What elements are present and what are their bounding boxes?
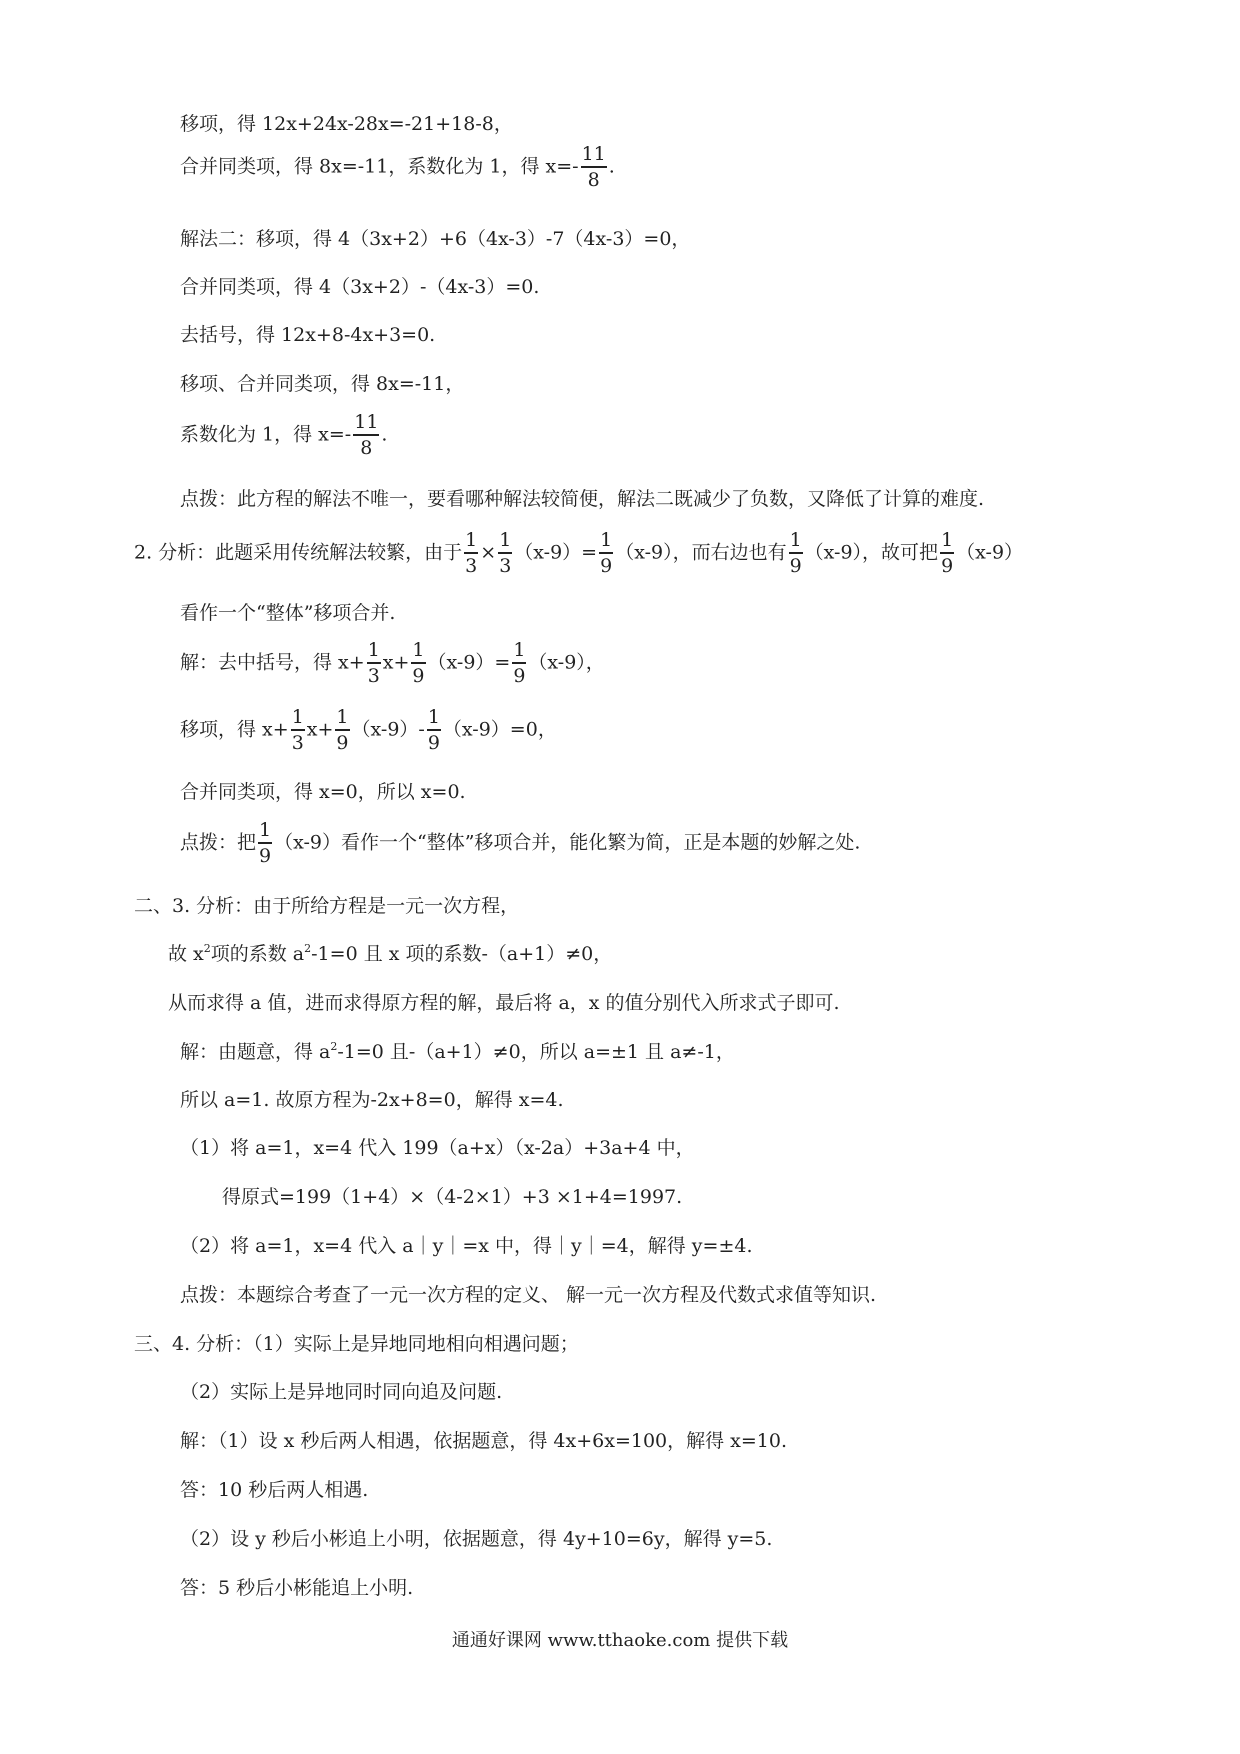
text: 解：由题意，得 a	[180, 1041, 331, 1063]
fraction	[367, 641, 381, 686]
solution-line: 解：（1）设 x 秒后两人相遇，依据题意，得 4x+6x=100，解得 x=10.	[180, 1430, 788, 1452]
text-line: 移项、合并同类项，得 8x=-11，	[180, 373, 465, 395]
text: 合并同类项，得 8x=-11，系数化为 1，得 x=-	[180, 155, 579, 178]
analysis-line: 二、3. 分析：由于所给方程是一元一次方程，	[134, 895, 520, 917]
denominator: 8	[360, 437, 373, 459]
fraction	[464, 531, 478, 576]
text: 解：去中括号，得 x+	[180, 651, 365, 674]
denominator: 3	[465, 555, 478, 577]
analysis-line: 三、4. 分析：（1）实际上是异地同地相向相遇问题；	[134, 1333, 579, 1355]
fraction	[940, 531, 954, 576]
denominator: 3	[367, 665, 380, 687]
solution-line: （2）设 y 秒后小彬追上小明，依据题意，得 4y+10=6y，解得 y=5.	[180, 1528, 773, 1550]
text: 故 x	[168, 943, 204, 965]
superscript: 2	[304, 942, 312, 955]
text-line-with-superscript	[168, 942, 612, 966]
numerator: 1	[599, 531, 613, 554]
text: .	[381, 423, 388, 446]
numerator: 1	[258, 821, 272, 844]
answer-line: 答：5 秒后小彬能追上小明.	[180, 1577, 414, 1599]
fraction	[291, 708, 305, 753]
text-line: 去括号，得 12x+8-4x+3=0.	[180, 324, 436, 346]
text-line: 解法二：移项，得 4（3x+2）+6（4x-3）-7（4x-3）=0，	[180, 228, 691, 250]
text: （x-9）看作一个“整体”移项合并，能化繁为简，正是本题的妙解之处.	[274, 831, 861, 854]
solution-line	[180, 641, 605, 686]
denominator: 9	[336, 732, 349, 754]
answer-line: 答：10 秒后两人相遇.	[180, 1479, 369, 1501]
text-line: （2）将 a=1，x=4 代入 a｜y｜=x 中，得｜y｜=4，解得 y=±4.	[180, 1235, 753, 1257]
text: （x-9）=0，	[442, 718, 557, 741]
text: -1=0 且 x 项的系数-（a+1）≠0，	[311, 943, 613, 965]
denominator: 9	[513, 665, 526, 687]
text: （x-9）-	[351, 718, 425, 741]
denominator: 8	[587, 169, 600, 191]
fraction	[335, 708, 349, 753]
denominator: 9	[259, 845, 272, 867]
denominator: 3	[291, 732, 304, 754]
fraction	[427, 708, 441, 753]
text-line: 合并同类项，得 x=0，所以 x=0.	[180, 781, 466, 803]
analysis-line	[134, 531, 1023, 576]
page-footer: 通通好课网 www.tthaoke.com 提供下载	[451, 1630, 789, 1651]
text: （x-9）=	[427, 651, 511, 674]
text: ×	[480, 541, 497, 564]
text: -1=0 且-（a+1）≠0，所以 a=±1 且 a≠-1，	[337, 1041, 735, 1063]
fraction	[789, 531, 803, 576]
text: （x-9）=	[514, 541, 598, 564]
text: （x-9），	[528, 651, 605, 674]
tip-line	[180, 821, 860, 866]
denominator: 9	[941, 555, 954, 577]
text-line: 合并同类项，得 4（3x+2）-（4x-3）=0.	[180, 276, 540, 298]
denominator: 3	[499, 555, 512, 577]
numerator: 1	[291, 708, 305, 731]
numerator: 1	[464, 531, 478, 554]
denominator: 9	[600, 555, 613, 577]
numerator: 11	[353, 413, 379, 436]
fraction	[498, 531, 512, 576]
denominator: 9	[412, 665, 425, 687]
denominator: 9	[427, 732, 440, 754]
text-line-with-fraction	[180, 145, 615, 190]
tip-line: 点拨：此方程的解法不唯一，要看哪种解法较简便，解法二既减少了负数，又降低了计算的难度.	[180, 488, 985, 510]
text-line: 得原式=199（1+4）×（4-2×1）+3 ×1+4=1997.	[222, 1186, 683, 1208]
fraction	[581, 145, 607, 190]
solution-line	[180, 708, 557, 753]
fraction	[411, 641, 425, 686]
text: 系数化为 1，得 x=-	[180, 423, 352, 446]
text: 2. 分析：此题采用传统解法较繁，由于	[134, 541, 463, 564]
fraction	[512, 641, 526, 686]
numerator: 1	[411, 641, 425, 664]
text-line: 从而求得 a 值，进而求得原方程的解，最后将 a，x 的值分别代入所求式子即可.	[168, 992, 840, 1014]
numerator: 1	[498, 531, 512, 554]
text: x+	[382, 651, 410, 674]
text: 点拨：把	[180, 831, 257, 854]
text-line: （2）实际上是异地同时同向追及问题.	[180, 1381, 503, 1403]
tip-line: 点拨：本题综合考查了一元一次方程的定义、 解一元一次方程及代数式求值等知识.	[180, 1284, 877, 1306]
solution-line	[180, 1040, 735, 1064]
text-line: 看作一个“整体”移项合并.	[180, 602, 396, 624]
text: x+	[306, 718, 334, 741]
denominator: 9	[789, 555, 802, 577]
text: .	[608, 155, 615, 178]
numerator: 11	[581, 145, 607, 168]
fraction	[353, 413, 379, 458]
text: （x-9），故可把	[804, 541, 939, 564]
numerator: 1	[789, 531, 803, 554]
text: 项的系数 a	[210, 943, 305, 965]
fraction	[258, 821, 272, 866]
numerator: 1	[940, 531, 954, 554]
numerator: 1	[512, 641, 526, 664]
numerator: 1	[367, 641, 381, 664]
superscript: 2	[330, 1040, 338, 1053]
superscript: 2	[203, 942, 211, 955]
fraction	[599, 531, 613, 576]
text-line: 移项，得 12x+24x-28x=-21+18-8，	[180, 113, 513, 135]
text: （x-9）	[956, 541, 1024, 564]
text-line: （1）将 a=1，x=4 代入 199（a+x）（x-2a）+3a+4 中，	[180, 1137, 695, 1159]
numerator: 1	[335, 708, 349, 731]
text-line-with-fraction	[180, 413, 387, 458]
text: 移项，得 x+	[180, 718, 289, 741]
numerator: 1	[427, 708, 441, 731]
text-line: 所以 a=1. 故原方程为-2x+8=0，解得 x=4.	[180, 1089, 564, 1111]
text: （x-9），而右边也有	[615, 541, 787, 564]
